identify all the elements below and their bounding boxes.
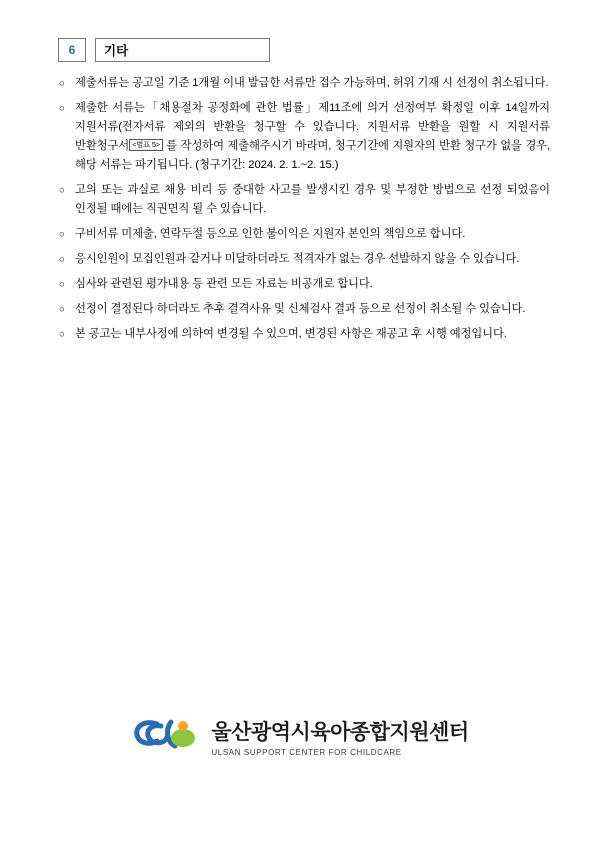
section-number: 6	[58, 38, 86, 62]
section-header	[58, 38, 270, 62]
footer-logo	[0, 718, 600, 760]
list-item	[58, 275, 550, 294]
bullet-marker-icon: ○	[59, 329, 65, 340]
list-item	[58, 74, 550, 93]
logo-text	[211, 721, 468, 758]
list-item	[58, 99, 550, 175]
bullet-marker-icon: ○	[59, 78, 65, 89]
list-item-text: 구비서류 미제출, 연락두절 등으로 인한 불이익은 지원자 본인의 책임으로 합니다.	[75, 228, 466, 240]
list-item-text: 본 공고는 내부사정에 의하여 변경될 수 있으며, 변경된 사항은 재공고 후 시행 예정입니다.	[75, 328, 507, 340]
list-item-text	[75, 99, 550, 175]
list-item-text-part-b: 를 작성하여 제출해주시기 바라며, 청구기간에 지원자의 반환 청구가 없을 경우, 해당 서류는 파기됩니다. (청구기간: 2024. 2. 1.~2. 15.)	[75, 140, 550, 171]
bullet-marker-icon: ○	[59, 185, 65, 196]
list-item	[58, 250, 550, 269]
list-item-text-part-a: 제출한 서류는「채용절차 공정화에 관한 법률」제11조에 의거 선정여부 확정일 이후 14일까지 지원서류(전자서류 제외의 반환을 청구할 수 있습니다. 지원서류 반환을 원할 시 지원서류 반환청구서 <별표 5> 를 작성하여 제출해주시기 바라며, 청구기간에 지원자의 반환 청구가 없을 경우, 해당 서류는 파기됩니다. (청구기간: 2024. 2. 1.~2. 15.)	[75, 102, 550, 171]
attachment-reference-tag: <별표 5>	[129, 139, 163, 151]
bullet-marker-icon: ○	[59, 254, 65, 265]
bullet-marker-icon: ○	[59, 103, 65, 114]
bullet-marker-icon: ○	[59, 279, 65, 290]
list-item-text: 응시인원이 모집인원과 같거나 미달하더라도 적격자가 없는 경우 선발하지 않을 수 있습니다.	[75, 253, 520, 265]
bullet-marker-icon: ○	[59, 304, 65, 315]
list-item-text: 고의 또는 과실로 채용 비리 등 중대한 사고를 발생시킨 경우 및 부정한 방법으로 선정 되었음이 인정될 때에는 직권면직 될 수 있습니다.	[75, 184, 550, 215]
bullet-marker-icon: ○	[59, 229, 65, 240]
organization-name: 울산광역시육아종합지원센터	[211, 720, 469, 744]
list-item	[58, 325, 550, 344]
section-title: 기타	[95, 38, 270, 62]
center-logo-icon	[131, 718, 203, 760]
list-item-text: 제출서류는 공고일 기준 1개월 이내 발급한 서류만 접수 가능하며, 허위 기재 시 선정이 취소됩니다.	[75, 77, 549, 89]
notice-list	[58, 74, 550, 350]
organization-name-en: ULSAN SUPPORT CENTER FOR CHILDCARE	[211, 747, 402, 757]
list-item-text: 심사와 관련된 평가내용 등 관련 모든 자료는 비공개로 합니다.	[75, 278, 373, 290]
list-item-text: 선정이 결정된다 하더라도 추후 결격사유 및 신체검사 결과 등으로 선정이 취소될 수 있습니다.	[75, 303, 526, 315]
list-item	[58, 181, 550, 219]
list-item	[58, 225, 550, 244]
list-item	[58, 300, 550, 319]
